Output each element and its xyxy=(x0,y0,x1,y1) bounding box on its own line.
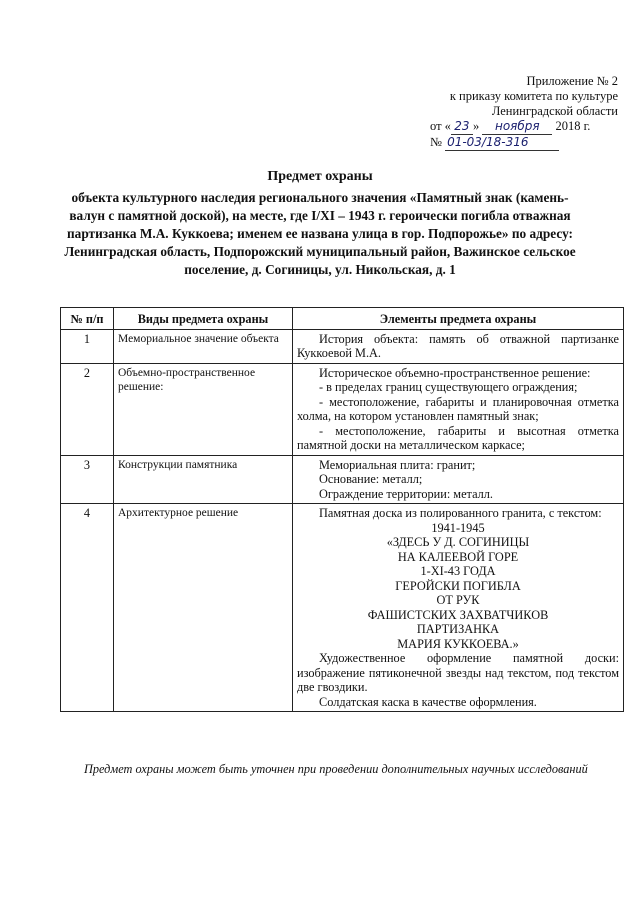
order-date: от « 23 » ноября 2018 г. xyxy=(430,119,591,133)
table-row xyxy=(61,329,624,363)
appendix-header xyxy=(398,74,618,151)
row-number: 1 xyxy=(61,329,114,363)
plaque-inscription: 1941-1945 «ЗДЕСЬ У Д. СОГИНИЦЫ НА КАЛЕЕВОЙ ГОРЕ 1-XI-43 ГОДА ГЕРОЙСКИ ПОГИБЛА ОТ РУК ФАШИСТСКИХ ЗАХВАТЧИКОВ ПАРТИЗАНКА МАРИЯ КУККОЕВА.» xyxy=(367,520,549,651)
row-elements: Мемориальная плита: гранит; Основание: металл; Ограждение территории: металл. xyxy=(293,455,624,504)
row-elements xyxy=(293,504,624,712)
row-elements: История объекта: память об отважной партизанке Куккоевой М.А. xyxy=(293,329,624,363)
table-row xyxy=(61,504,624,712)
header-kind: Виды предмета охраны xyxy=(114,308,293,330)
title-heading: Предмет охраны xyxy=(267,169,373,184)
appendix-order-line: к приказу комитета по культуре xyxy=(449,89,618,103)
handwritten-day: 23 xyxy=(451,119,473,135)
handwritten-month: ноября xyxy=(482,119,552,135)
helmet-decoration: Солдатская каска в качестве оформления. xyxy=(319,694,537,709)
row-elements: Историческое объемно-пространственное решение: - в пределах границ существующего ограждения; - местоположение, габариты и планировочная отметка холма, на котором установлен памятный знак; - местоположение, габариты и высотная отметка памятной доски на металлическом каркасе; xyxy=(293,363,624,455)
table-row xyxy=(61,363,624,455)
footer-note: Предмет охраны может быть уточнен при проведении дополнительных научных исследований xyxy=(84,762,588,776)
row-number: 4 xyxy=(61,504,114,712)
row-number: 2 xyxy=(61,363,114,455)
row-kind: Объемно-пространственное решение: xyxy=(114,363,293,455)
header-number: № п/п xyxy=(61,308,114,330)
appendix-region-line: Ленинградской области xyxy=(491,104,618,118)
table-header-row xyxy=(61,308,624,330)
row-kind: Архитектурное решение xyxy=(114,504,293,712)
appendix-title: Приложение № 2 xyxy=(526,74,618,88)
plaque-description: Памятная доска из полированного гранита, с текстом: xyxy=(319,506,602,520)
plaque-decoration: Художественное оформление памятной доски: изображение пятиконечной звезды над текстом, под текстом две гвоздики. xyxy=(297,651,619,694)
table-row xyxy=(61,455,624,504)
title-body: объекта культурного наследия регионального значения «Памятный знак (камень-валун с памятной доской), на месте, где I/XI – 1943 г. героически погибла отважная партизанка М.А. Куккоева; именем ее названа улица в гор. Подпорожье» по адресу: Ленинградская область, Подпорожский муниципальный район, Важинское сельское поселение, д. Согиницы, ул. Никольская, д. 1 xyxy=(64,190,576,277)
header-elements: Элементы предмета охраны xyxy=(293,308,624,330)
row-number: 3 xyxy=(61,455,114,504)
order-number: № 01-03/18-316 xyxy=(430,135,618,151)
handwritten-number: 01-03/18-316 xyxy=(445,135,559,151)
row-kind: Конструкции памятника xyxy=(114,455,293,504)
document-title xyxy=(60,168,580,279)
protection-table xyxy=(60,307,624,712)
row-kind: Мемориальное значение объекта xyxy=(114,329,293,363)
